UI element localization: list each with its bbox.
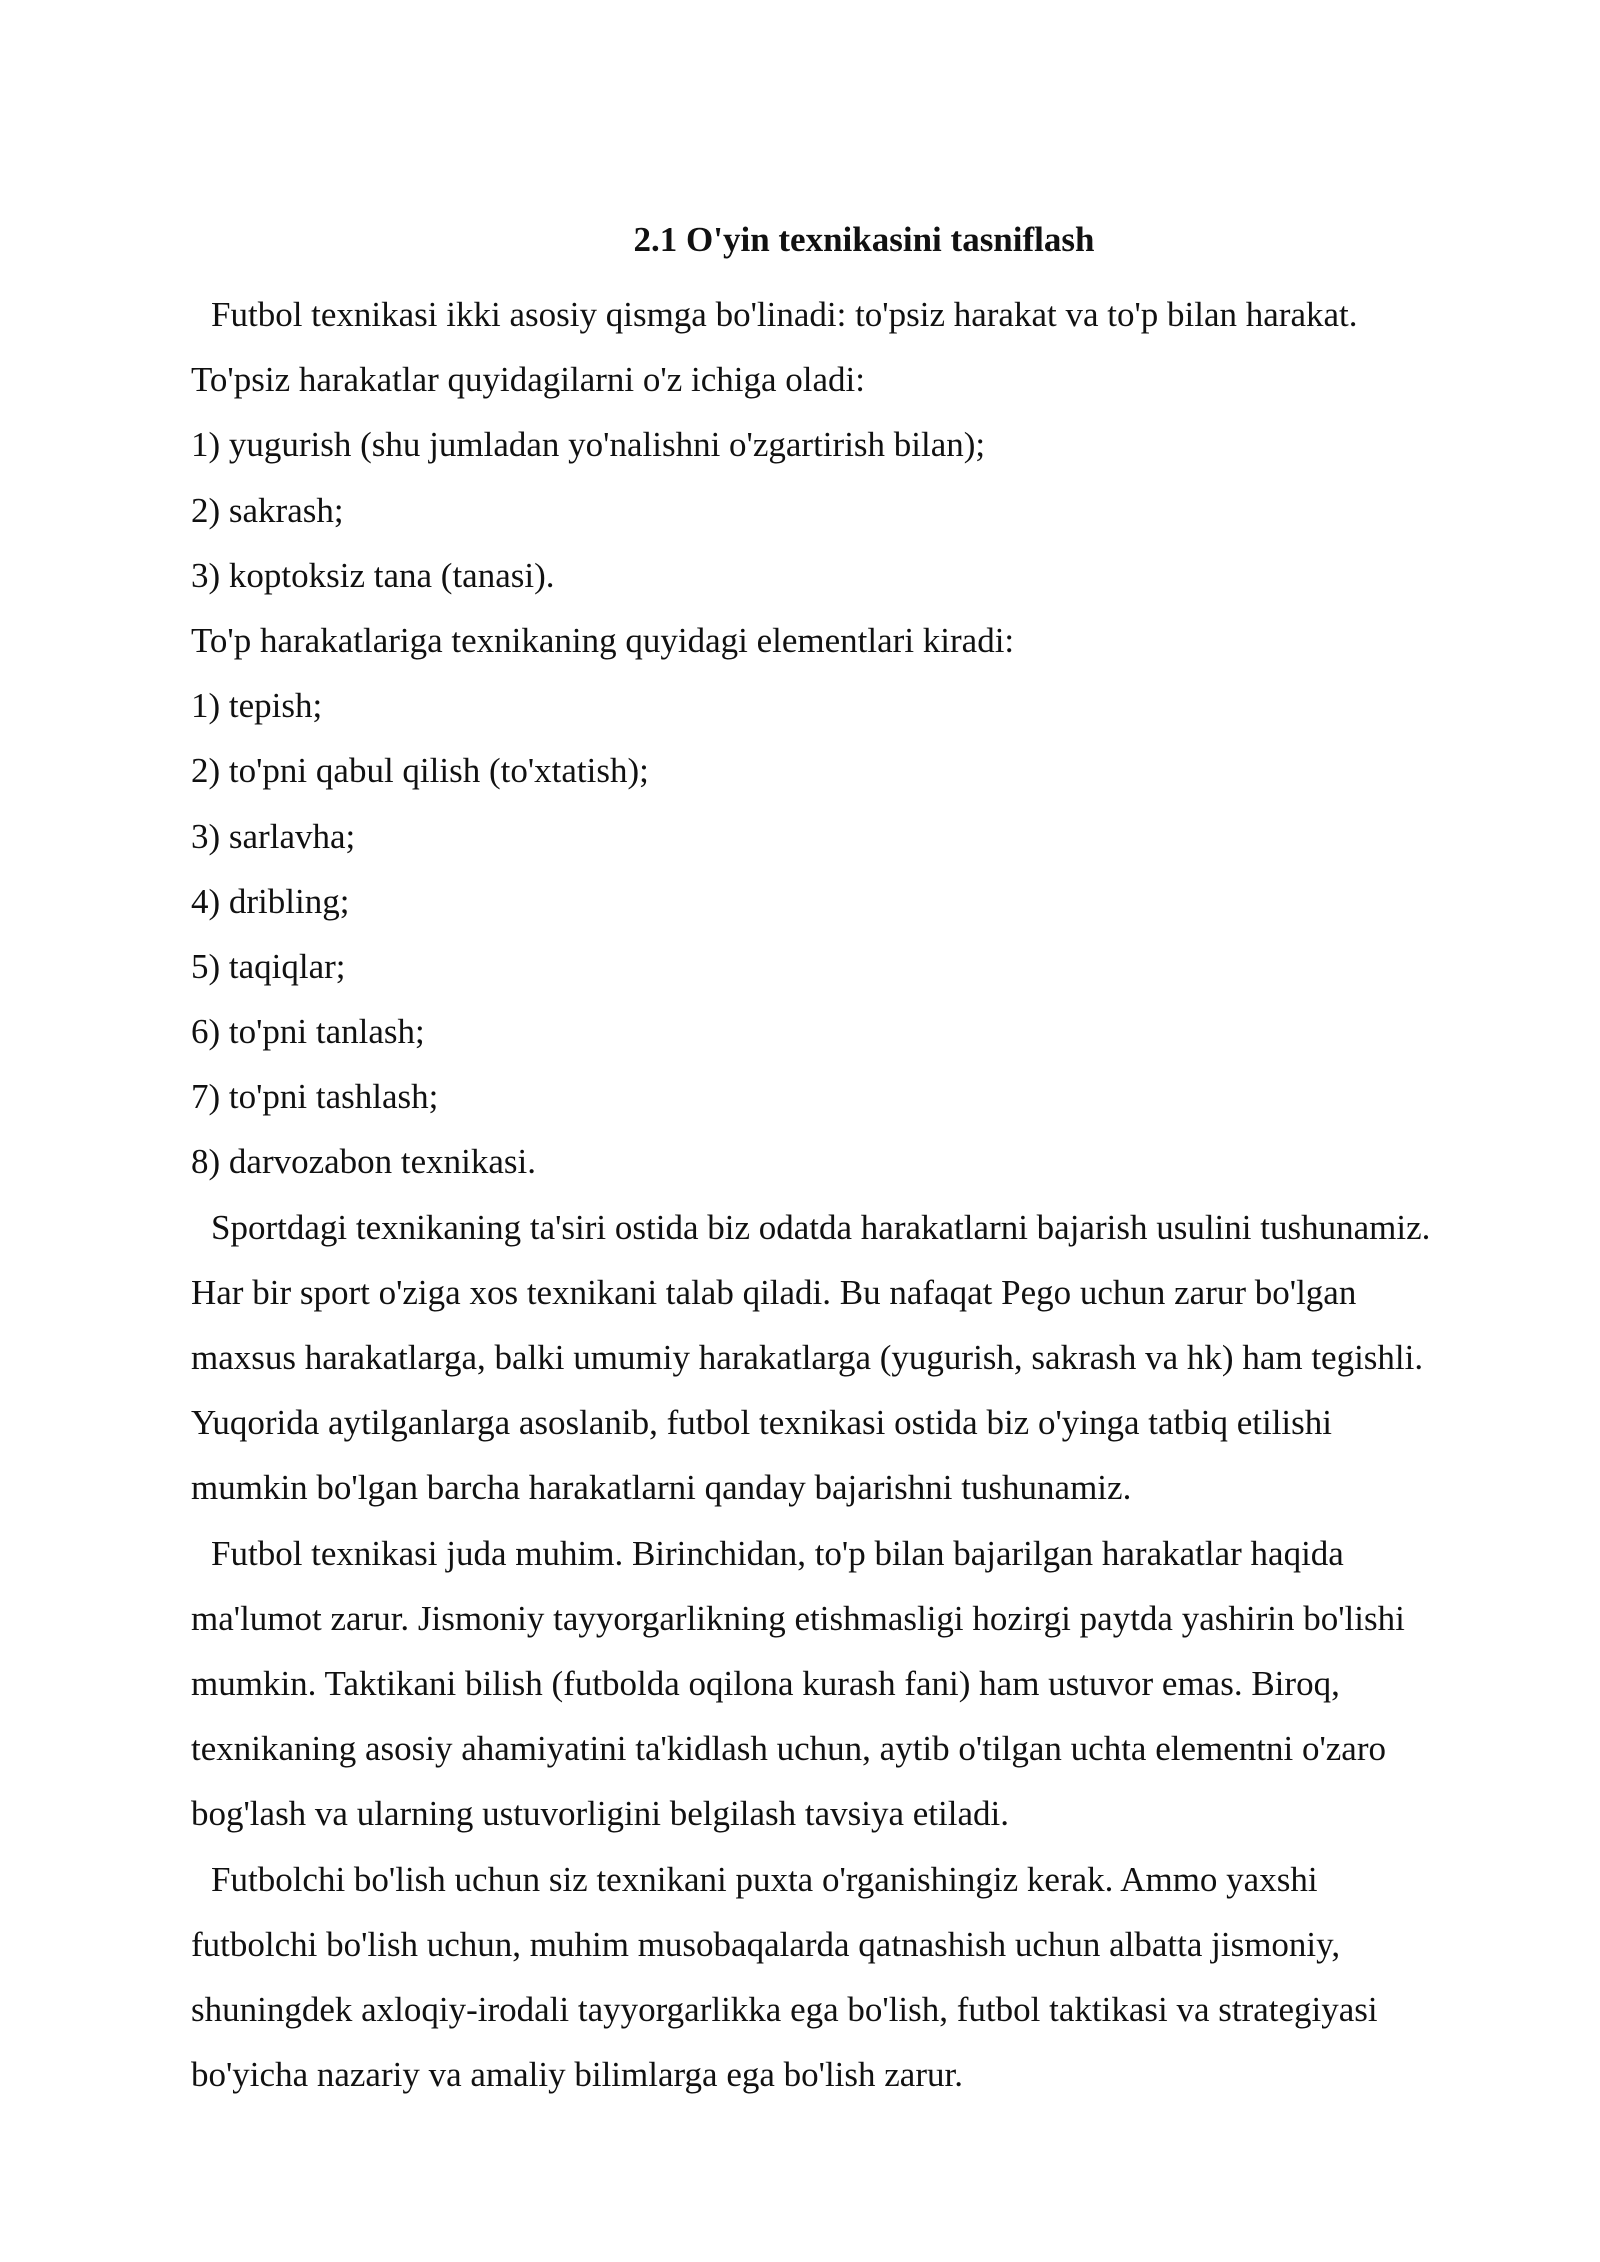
text-line: To'p harakatlariga texnikaning quyidagi elementlari kiradi: [191, 620, 1015, 660]
text-line: To'psiz harakatlar quyidagilarni o'z ichiga oladi: [191, 360, 865, 400]
list-item: 6) to'pni tanlash; [191, 1012, 425, 1052]
text-line: mumkin. Taktikani bilish (futbolda oqilona kurash fani) ham ustuvor emas. Biroq, [191, 1663, 1340, 1703]
text-line: shuningdek axloqiy-irodali tayyorgarlikka ega bo'lish, futbol taktikasi va strategiyasi [191, 1989, 1378, 2029]
list-item: 2) sakrash; [191, 490, 344, 530]
list-item: 7) to'pni tashlash; [191, 1077, 439, 1117]
list-item: 3) koptoksiz tana (tanasi). [191, 555, 555, 595]
text-line: Yuqorida aytilganlarga asoslanib, futbol texnikasi ostida biz o'yinga tatbiq etilishi [191, 1403, 1333, 1443]
text-line: bog'lash va ularning ustuvorligini belgilash tavsiya etiladi. [191, 1794, 1009, 1834]
list-item: 3) sarlavha; [191, 816, 356, 856]
page-title: 2.1 O'yin texnikasini tasniflash [633, 220, 1095, 259]
list-item: 4) dribling; [191, 881, 350, 921]
text-line: Har bir sport o'ziga xos texnikani talab qiladi. Bu nafaqat Pego uchun zarur bo'lgan [191, 1272, 1357, 1312]
list-item: 1) yugurish (shu jumladan yo'nalishni o'zgartirish bilan); [191, 425, 986, 465]
text-line: Sportdagi texnikaning ta'siri ostida biz odatda harakatlarni bajarish usulini tushunamiz. [211, 1207, 1431, 1247]
text-line: ma'lumot zarur. Jismoniy tayyorgarlikning etishmasligi hozirgi paytda yashirin bo'lishi [191, 1598, 1405, 1638]
text-line: maxsus harakatlarga, balki umumiy harakatlarga (yugurish, sakrash va hk) ham tegishli. [191, 1338, 1424, 1377]
text-line: bo'yicha nazariy va amaliy bilimlarga ega bo'lish zarur. [191, 2055, 963, 2095]
text-line: Futbolchi bo'lish uchun siz texnikani puxta o'rganishingiz kerak. Ammo yaxshi [211, 1859, 1318, 1899]
text-line: Futbol texnikasi juda muhim. Birinchidan, to'p bilan bajarilgan harakatlar haqida [211, 1533, 1344, 1573]
list-item: 1) tepish; [191, 686, 323, 726]
list-item: 8) darvozabon texnikasi. [191, 1142, 537, 1182]
list-item: 2) to'pni qabul qilish (to'xtatish); [191, 751, 649, 791]
list-item: 5) taqiqlar; [191, 946, 346, 986]
text-line: Futbol texnikasi ikki asosiy qismga bo'linadi: to'psiz harakat va to'p bilan harakat. [211, 295, 1358, 334]
text-line: texnikaning asosiy ahamiyatini ta'kidlash uchun, aytib o'tilgan uchta elementni o'zaro [191, 1729, 1386, 1769]
text-line: mumkin bo'lgan barcha harakatlarni qanday bajarishni tushunamiz. [191, 1468, 1132, 1508]
text-line: futbolchi bo'lish uchun, muhim musobaqalarda qatnashish uchun albatta jismoniy, [191, 1924, 1341, 1964]
document-body [191, 282, 1541, 2107]
